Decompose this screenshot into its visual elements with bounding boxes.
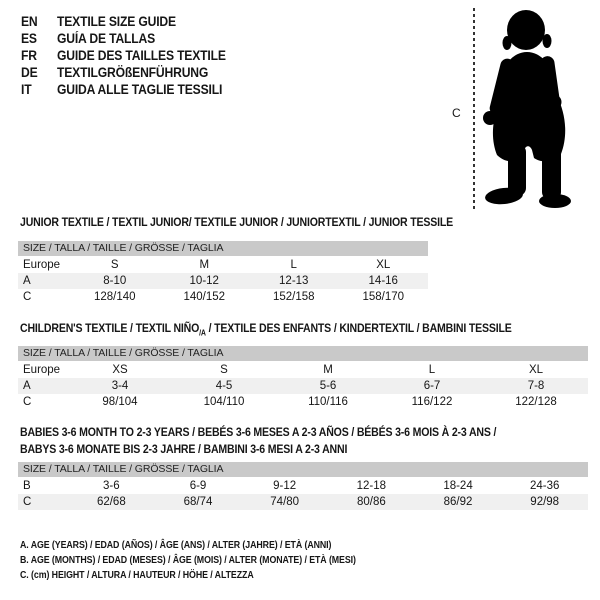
table-cell: 74/80 xyxy=(270,496,300,508)
children-size-table xyxy=(18,346,588,410)
footnote-b: B. AGE (MONTHS) / EDAD (MESES) / ÂGE (MOIS) / ALTER (MONATE) / ETÀ (MESI) xyxy=(20,554,356,566)
language-code: FR xyxy=(21,48,37,63)
table-cell: M xyxy=(199,259,210,271)
table-cell: 86/92 xyxy=(443,496,473,508)
table-cell: S xyxy=(220,364,228,376)
table-cell: 6-9 xyxy=(189,480,207,492)
row-label: A xyxy=(23,275,31,287)
table-cell: 5-6 xyxy=(319,380,337,392)
language-title: GUÍA DE TALLAS xyxy=(57,31,156,46)
table-cell: 3-6 xyxy=(103,480,120,492)
language-row-es xyxy=(21,30,226,47)
table-cell: S xyxy=(110,259,119,271)
table-cell: 152/158 xyxy=(272,291,315,303)
baby-silhouette-icon xyxy=(479,6,585,208)
table-cell: 116/122 xyxy=(411,396,453,408)
table-row-age xyxy=(18,378,588,394)
table-cell: 98/104 xyxy=(102,396,138,408)
table-cell: 9-12 xyxy=(273,480,297,492)
table-cell: M xyxy=(323,364,333,376)
row-label: Europe xyxy=(23,364,61,376)
table-cell: 122/128 xyxy=(515,396,557,408)
table-cell: 18-24 xyxy=(443,480,473,492)
table-cell: L xyxy=(428,364,436,376)
table-cell: XS xyxy=(112,364,128,376)
language-code: ES xyxy=(21,31,37,46)
height-measure-line xyxy=(472,8,476,209)
table-cell: 68/74 xyxy=(183,496,213,508)
table-cell: L xyxy=(290,259,297,271)
language-code: EN xyxy=(21,14,38,29)
babies-title-line1: BABIES 3-6 MONTH TO 2-3 YEARS / BEBÉS 3-6 MESES A 2-3 AÑOS / BÉBÉS 3-6 MOIS À 2-3 ANS / xyxy=(20,425,497,439)
row-label: C xyxy=(23,496,32,508)
table-cell: 14-16 xyxy=(368,275,398,287)
table-cell: 12-18 xyxy=(356,480,387,492)
table-cell: 104/110 xyxy=(203,396,245,408)
table-cell: 92/98 xyxy=(530,496,560,508)
table-cell: XL xyxy=(376,259,391,271)
table-cell: 4-5 xyxy=(215,380,233,392)
language-row-fr xyxy=(21,47,226,64)
children-title-part2: / TEXTILE DES ENFANTS / KINDERTEXTIL / BAMBINI TESSILE xyxy=(205,321,512,335)
table-cell: 80/86 xyxy=(356,496,386,508)
language-row-de xyxy=(21,64,226,81)
table-row-europe xyxy=(18,362,588,378)
size-header-bar: SIZE / TALLA / TAILLE / GRÖSSE / TAGLIA xyxy=(18,462,588,477)
language-title-list xyxy=(21,13,249,98)
table-cell: 24-36 xyxy=(529,480,560,492)
language-title: TEXTILE SIZE GUIDE xyxy=(57,14,176,29)
junior-size-table xyxy=(18,241,428,305)
table-row-height xyxy=(18,494,588,510)
babies-size-table xyxy=(18,462,588,510)
babies-title-line2: BABYS 3-6 MONATE BIS 2-3 JAHRE / BAMBINI 3-6 MESI A 2-3 ANNI xyxy=(20,442,348,456)
table-cell: 10-12 xyxy=(189,275,219,287)
row-label: Europe xyxy=(23,259,61,271)
footnote-c: C. (cm) HEIGHT / ALTURA / HAUTEUR / HÖHE / ALTEZZA xyxy=(20,569,254,581)
size-header-bar: SIZE / TALLA / TAILLE / GRÖSSE / TAGLIA xyxy=(18,241,428,256)
language-row-en xyxy=(21,13,226,30)
language-code: DE xyxy=(21,65,38,80)
table-cell: 7-8 xyxy=(527,380,545,392)
children-title-subscript: /A xyxy=(199,328,206,338)
table-cell: 62/68 xyxy=(96,496,126,508)
table-cell: 12-13 xyxy=(279,275,309,287)
junior-section-title: JUNIOR TEXTILE / TEXTIL JUNIOR/ TEXTILE JUNIOR / JUNIORTEXTIL / JUNIOR TESSILE xyxy=(20,215,453,229)
language-title: GUIDA ALLE TAGLIE TESSILI xyxy=(57,82,223,97)
footnotes xyxy=(20,538,420,583)
table-cell: 128/140 xyxy=(93,291,136,303)
row-label: B xyxy=(23,480,31,492)
row-label: C xyxy=(23,291,32,303)
table-cell: 3-4 xyxy=(111,380,129,392)
table-cell: 110/116 xyxy=(308,396,348,408)
row-label: C xyxy=(23,396,32,408)
row-label: A xyxy=(23,380,31,392)
children-title-part1: CHILDREN'S TEXTILE / TEXTIL NIÑO xyxy=(20,321,200,335)
table-row-height xyxy=(18,289,428,305)
language-code: IT xyxy=(21,82,32,97)
size-header-bar: SIZE / TALLA / TAILLE / GRÖSSE / TAGLIA xyxy=(18,346,588,361)
language-row-it xyxy=(21,81,226,98)
table-cell: 158/170 xyxy=(362,291,405,303)
table-row-age xyxy=(18,273,428,289)
babies-section-title xyxy=(20,424,496,458)
table-cell: XL xyxy=(528,364,544,376)
footnote-a: A. AGE (YEARS) / EDAD (AÑOS) / ÂGE (ANS) / ALTER (JAHRE) / ETÀ (ANNI) xyxy=(20,539,332,551)
language-title: TEXTILGRÖßENFÜHRUNG xyxy=(57,65,209,80)
height-measure-label: C xyxy=(452,106,461,120)
language-title: GUIDE DES TAILLES TEXTILE xyxy=(57,48,226,63)
table-cell: 140/152 xyxy=(183,291,226,303)
table-cell: 6-7 xyxy=(423,380,441,392)
table-row-europe xyxy=(18,257,428,273)
table-cell: 8-10 xyxy=(103,275,127,287)
children-section-title xyxy=(20,320,512,341)
table-row-age-months xyxy=(18,478,588,494)
table-row-height xyxy=(18,394,588,410)
